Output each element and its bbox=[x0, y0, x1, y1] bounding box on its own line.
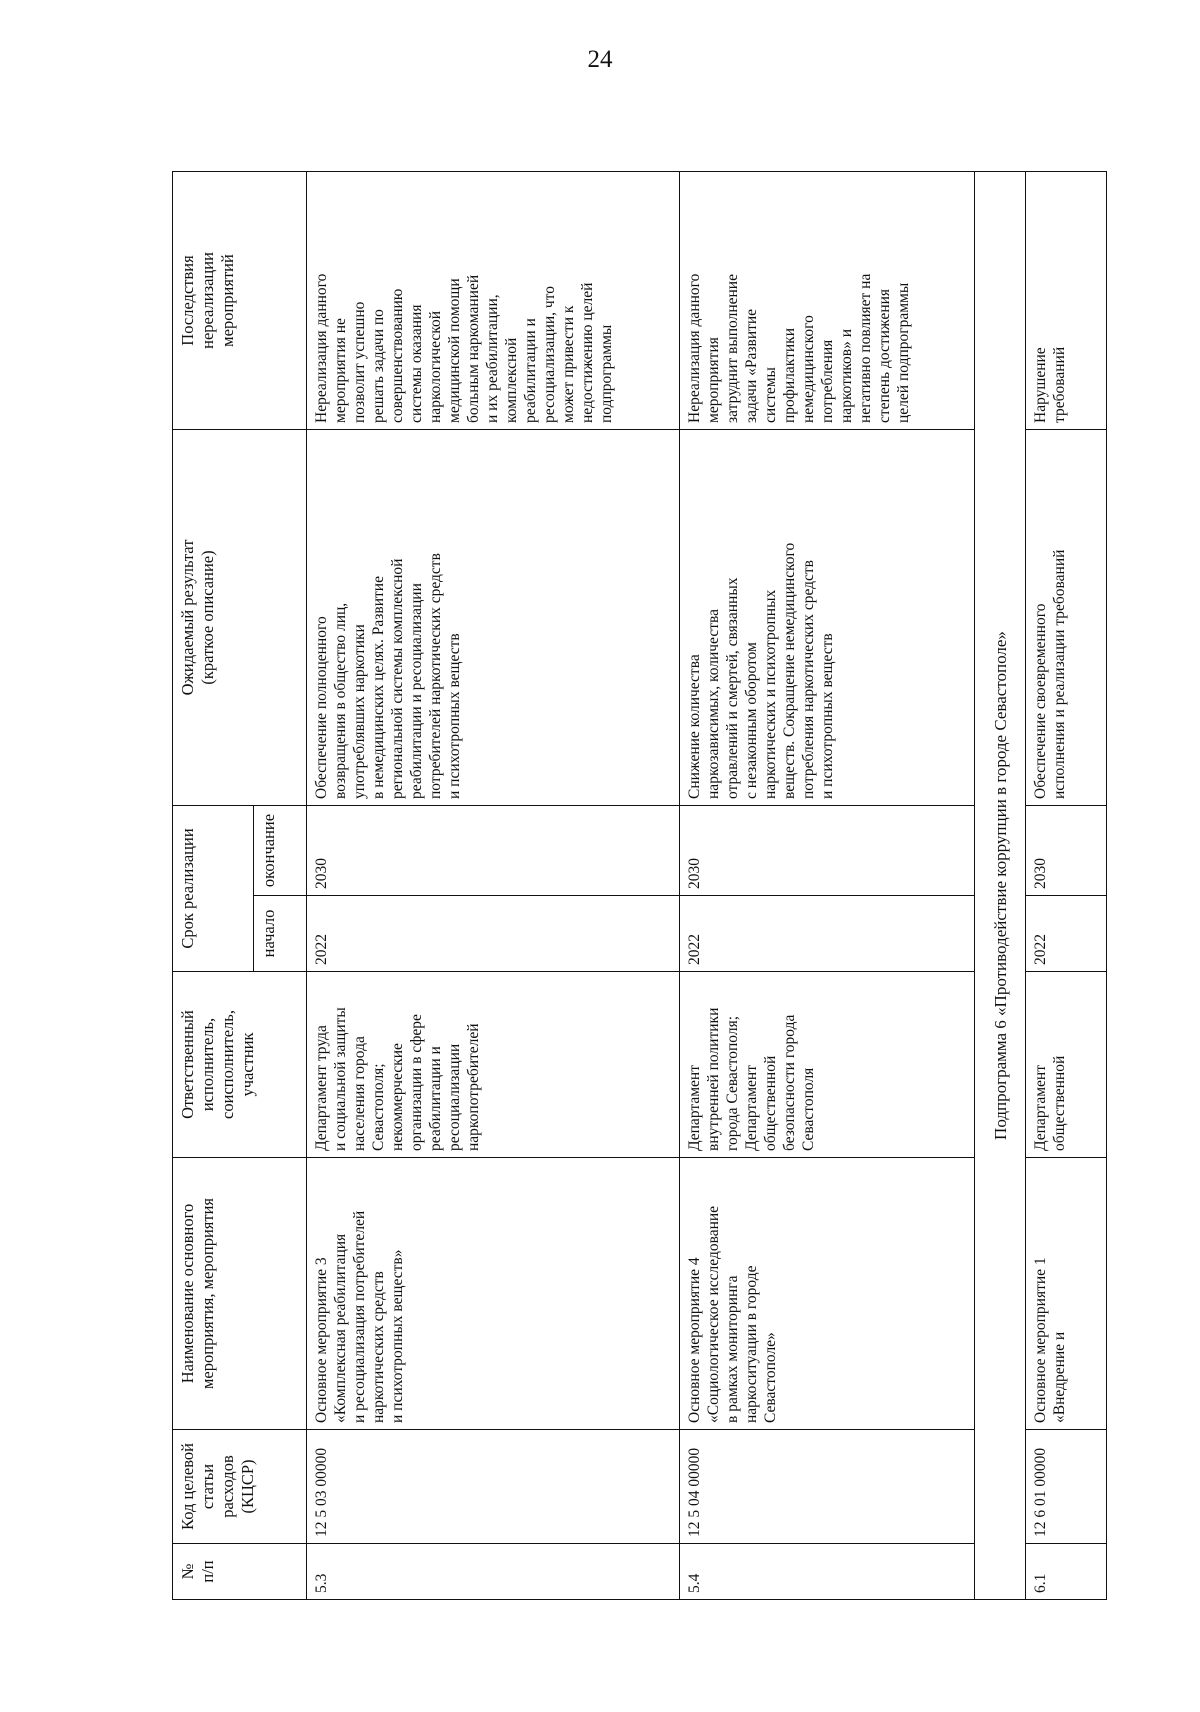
row-num: 6.1 bbox=[1026, 1544, 1107, 1600]
row-responsible: Департамент внутренней политики города Севастополя; Департамент общественной безопасности города Севастополя bbox=[680, 972, 975, 1158]
row-responsible: Департамент труда и социальной защиты населения города Севастополя; некоммерческие организации в сфере реабилитации и ресоциализации наркопотребителей bbox=[307, 972, 680, 1158]
row-name: Основное мероприятие 3 «Комплексная реабилитация и ресоциализация потребителей наркотических средств и психотропных веществ» bbox=[307, 1158, 680, 1430]
row-consequences: Нереализация данного мероприятия затруднит выполнение задачи «Развитие системы профилактики немедицинского потребления наркотиков» и негативно повлияет на степень достижения целей подпрограммы bbox=[680, 171, 975, 429]
row-num: 5.3 bbox=[307, 1544, 680, 1600]
subprogram-title: Подпрограмма 6 «Противодействие коррупции в городе Севастополе» bbox=[975, 171, 1026, 1599]
table-header-row bbox=[173, 171, 254, 1599]
header-num: № п/п bbox=[173, 1544, 307, 1600]
row-consequences: Нарушение требований bbox=[1026, 171, 1107, 429]
header-consequences: Последствия нереализации мероприятий bbox=[173, 171, 307, 429]
row-result: Снижение количества наркозависимых, количества отравлений и смертей, связанных с незаконным оборотом наркотических и психотропных веществ. Сокращение немедицинского потребления наркотических средств и психотропных веществ bbox=[680, 429, 975, 805]
header-result: Ожидаемый результат (краткое описание) bbox=[173, 429, 307, 805]
table-row bbox=[1026, 171, 1107, 1599]
header-responsible: Ответственный исполнитель, соисполнитель, участник bbox=[173, 972, 307, 1158]
page-number: 24 bbox=[587, 46, 613, 73]
row-start: 2022 bbox=[307, 896, 680, 972]
row-name: Основное мероприятие 1 «Внедрение и bbox=[1026, 1158, 1107, 1430]
header-period-end: окончание bbox=[254, 805, 307, 895]
row-responsible: Департамент общественной bbox=[1026, 972, 1107, 1158]
row-name: Основное мероприятие 4 «Социологическое исследование в рамках мониторинга наркоситуации в городе Севастополе» bbox=[680, 1158, 975, 1430]
row-end: 2030 bbox=[307, 805, 680, 895]
row-consequences: Нереализация данного мероприятия не позволит успешно решать задачи по совершенствованию системы оказания наркологической медицинской помощи больным наркоманией и их реабилитации, комплексной реабилитации и ресоциализации, что может привести к недостижению целей подпрограммы bbox=[307, 171, 680, 429]
header-period: Срок реализации bbox=[173, 805, 254, 971]
row-start: 2022 bbox=[1026, 896, 1107, 972]
table-row bbox=[680, 171, 975, 1599]
row-code: 12 5 03 00000 bbox=[307, 1430, 680, 1544]
row-start: 2022 bbox=[680, 896, 975, 972]
header-code: Код целевой статьи расходов (КЦСР) bbox=[173, 1430, 307, 1544]
row-end: 2030 bbox=[680, 805, 975, 895]
activities-table bbox=[172, 171, 1107, 1600]
subprogram-row bbox=[975, 171, 1026, 1599]
header-name: Наименование основного мероприятия, мероприятия bbox=[173, 1158, 307, 1430]
rotated-table-container bbox=[172, 172, 1074, 1600]
table-row bbox=[307, 171, 680, 1599]
row-num: 5.4 bbox=[680, 1544, 975, 1600]
row-code: 12 6 01 00000 bbox=[1026, 1430, 1107, 1544]
row-result: Обеспечение полноценного возвращения в общество лиц, употреблявших наркотики в немедицинских целях. Развитие региональной системы комплексной реабилитации и ресоциализации потребителей наркотических средств и психотропных веществ bbox=[307, 429, 680, 805]
row-result: Обеспечение своевременного исполнения и реализации требований bbox=[1026, 429, 1107, 805]
row-code: 12 5 04 00000 bbox=[680, 1430, 975, 1544]
header-period-start: начало bbox=[254, 896, 307, 972]
row-end: 2030 bbox=[1026, 805, 1107, 895]
